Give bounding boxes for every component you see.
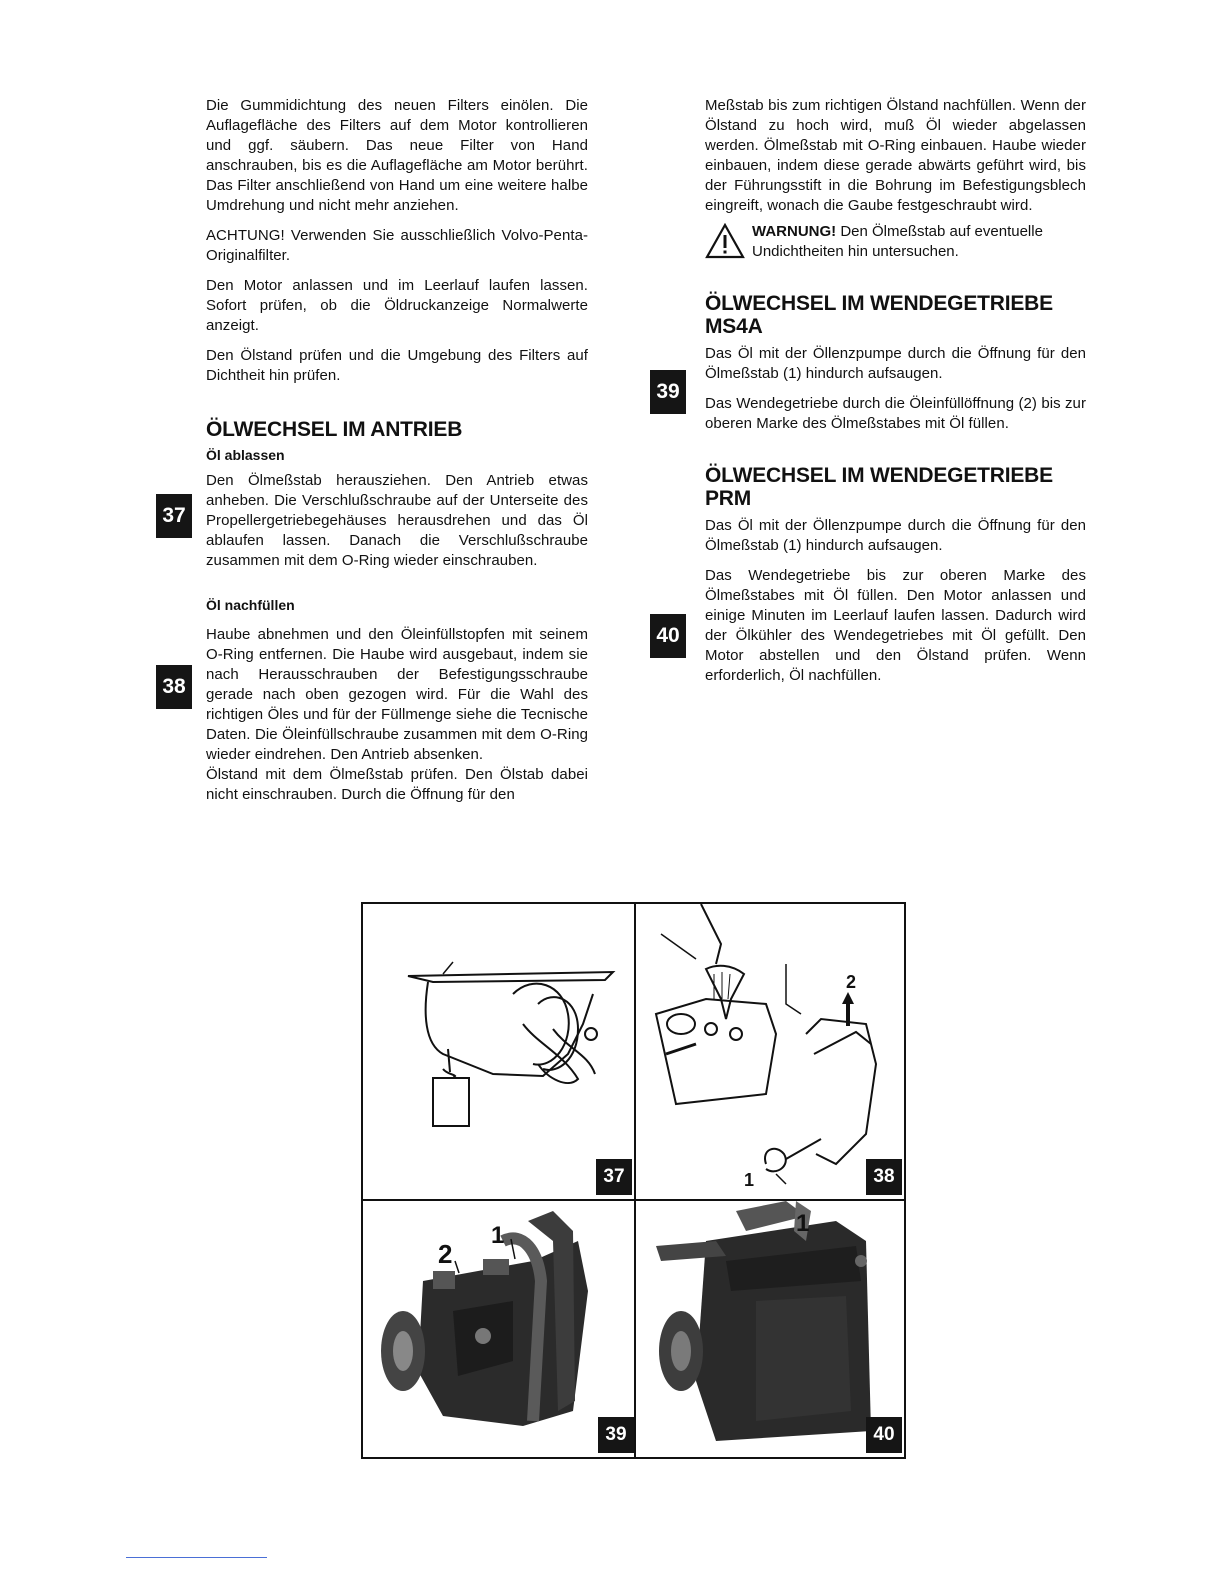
- callout-1-fig40: 1: [796, 1210, 810, 1237]
- paragraph-refill-continue: Meßstab bis zum richtigen Ölstand nachfüllen. Wenn der Ölstand zu hoch wird, muß Öl wieder abgelassen werden. Ölmeßstab mit O-Ring einbauen. Haube wieder einbauen, indem diese gerade abwärts geführt wird, bis der Führungsstift in die Bohrung im Befestigungsblech eingreift, wonach die Gaube festgeschraubt wird.: [705, 97, 1086, 214]
- figure-label-37: 37: [596, 1159, 632, 1195]
- callout-1-fig39: 1: [491, 1222, 505, 1249]
- callout-2-fig38: 2: [846, 972, 857, 992]
- step-marker-38: 38: [156, 665, 192, 709]
- ms4a-gearbox-photo: [363, 1201, 634, 1457]
- subheading-drain-oil: Öl ablassen: [206, 447, 285, 463]
- paragraph-start-engine: Den Motor anlassen und im Leerlauf laufen lassen. Sofort prüfen, ob die Öldruckanzeige Normalwerte anzeigt.: [206, 277, 588, 334]
- paragraph-filter-install: Die Gummidichtung des neuen Filters einölen. Die Auflagefläche des Filters auf dem Motor kontrollieren und ggf. säubern. Das neue Filter von Hand anschrauben, bis es die Auflagefläche am Motor berührt. Das Filter anschließend von Hand um eine weitere halbe Umdrehung und nicht mehr anziehen.: [206, 97, 588, 214]
- paragraph-drain-oil: Den Ölmeßstab herausziehen. Den Antrieb etwas anheben. Die Verschlußschraube auf der Unterseite des Propellergetriebegehäuses herausdrehen und das Öl ablaufen lassen. Danach die Verschlußschraube zusammen mit dem O-Ring wieder einschrauben.: [206, 472, 588, 569]
- figure-39-ms4a: [363, 1201, 636, 1457]
- section-title-ms4a-line1: ÖLWECHSEL IM WENDEGETRIEBE: [705, 292, 1053, 315]
- step-marker-37: 37: [156, 494, 192, 538]
- section-title-drive-oil: ÖLWECHSEL IM ANTRIEB: [206, 418, 463, 441]
- paragraph-ms4a-fill: Das Wendegetriebe durch die Öleinfüllöffnung (2) bis zur oberen Marke des Ölmeßstabes mit Öl füllen.: [705, 395, 1086, 432]
- step-marker-39: 39: [650, 370, 686, 414]
- figure-37-drain: [363, 904, 636, 1201]
- figure-panel: [361, 902, 906, 1459]
- section-title-ms4a-line2: MS4A: [705, 315, 763, 338]
- paragraph-check-dipstick: Ölstand mit dem Ölmeßstab prüfen. Den Ölstab dabei nicht einschrauben. Durch die Öffnung für den: [206, 766, 588, 803]
- paragraph-prm-fill: Das Wendegetriebe bis zur oberen Marke des Ölmeßstabes mit Öl füllen. Den Motor anlassen und einige Minuten im Leerlauf laufen lassen. Dadurch wird der Ölkühler des Wendegetriebes mit Öl gefüllt. Den Motor abstellen und den Ölstand prüfen. Wenn erforderlich, Öl nachfüllen.: [705, 567, 1086, 684]
- figure-40-prm: [636, 1201, 904, 1457]
- section-title-prm-line2: PRM: [705, 487, 752, 510]
- figure-label-40: 40: [866, 1417, 902, 1453]
- drive-drain-illustration: [363, 904, 634, 1199]
- section-title-prm-line1: ÖLWECHSEL IM WENDEGETRIEBE: [705, 464, 1053, 487]
- warning-note: [705, 222, 1086, 262]
- paragraph-refill-oil: Haube abnehmen und den Öleinfüllstopfen mit seinem O-Ring entfernen. Die Haube wird ausgebaut, indem sie nach Herausschrauben der Befestigungsschraube gerade nach oben gezogen wird. Für die Wahl des richtigen Öles und für der Füllmenge siehe die Tecnische Daten. Die Öleinfüllschraube zusammen mit dem O-Ring wieder eindrehen. Den Antrieb absenken.: [206, 626, 588, 763]
- paragraph-prm-suction: Das Öl mit der Öllenzpumpe durch die Öffnung für den Ölmeßstab (1) hindurch aufsaugen.: [705, 517, 1086, 554]
- warning-body: Den Ölmeßstab auf eventuelle Undichtheiten hin untersuchen.: [752, 223, 1043, 260]
- warning-label: WARNUNG!: [752, 223, 837, 240]
- warning-text: [752, 222, 1086, 262]
- callout-1-fig38: 1: [744, 1170, 755, 1190]
- left-column: [206, 96, 588, 815]
- paragraph-check-level: Den Ölstand prüfen und die Umgebung des Filters auf Dichtheit hin prüfen.: [206, 347, 588, 384]
- right-column: [705, 96, 1086, 696]
- warning-triangle-icon: [705, 223, 745, 259]
- paragraph-caution-filter: ACHTUNG! Verwenden Sie ausschließlich Volvo-Penta-Originalfilter.: [206, 227, 588, 264]
- callout-2-fig39: 2: [438, 1239, 453, 1269]
- subheading-refill-oil: Öl nachfüllen: [206, 597, 295, 613]
- step-marker-40: 40: [650, 614, 686, 658]
- paragraph-ms4a-suction: Das Öl mit der Öllenzpumpe durch die Öffnung für den Ölmeßstab (1) hindurch aufsaugen.: [705, 345, 1086, 382]
- prm-gearbox-photo: [636, 1201, 904, 1457]
- footnote-rule: [126, 1557, 267, 1558]
- figure-label-39: 39: [598, 1417, 634, 1453]
- figure-label-38: 38: [866, 1159, 902, 1195]
- figure-38-refill: [636, 904, 904, 1201]
- refill-illustration: [636, 904, 904, 1199]
